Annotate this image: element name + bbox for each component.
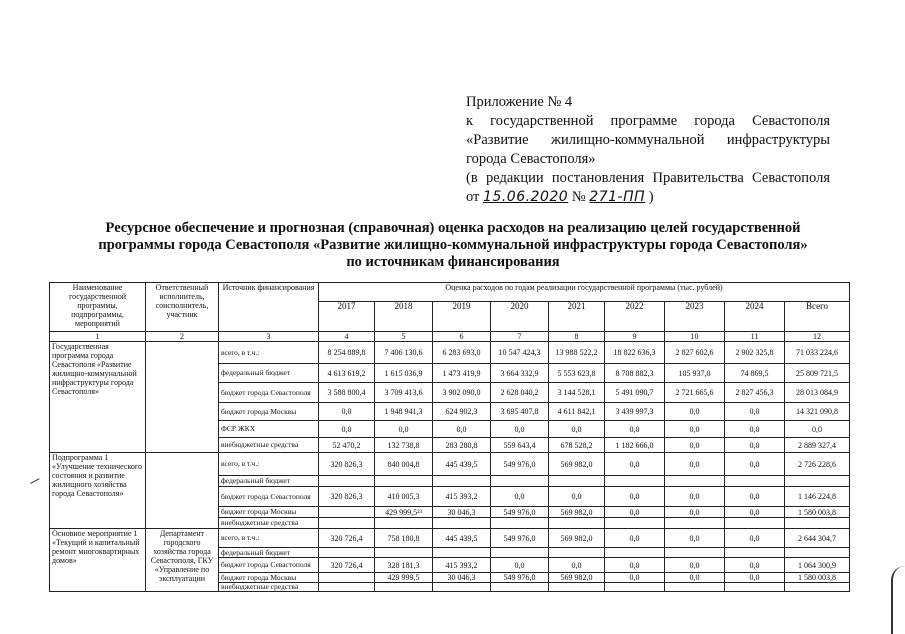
- value-cell: 0,0: [725, 438, 785, 453]
- value-cell: 3 588 800,4: [319, 383, 375, 403]
- value-cell: 1 182 666,0: [605, 438, 665, 453]
- value-cell: [605, 548, 665, 558]
- value-cell: 10 547 424,3: [491, 342, 549, 364]
- value-cell: [725, 518, 785, 529]
- financing-table: [49, 282, 850, 592]
- header-year: 2018: [375, 302, 433, 332]
- value-cell: 0,0: [725, 487, 785, 507]
- value-cell: 0,0: [665, 421, 725, 438]
- value-cell: 5 553 623,8: [549, 364, 605, 383]
- value-cell: 0,0: [605, 573, 665, 583]
- value-cell: [491, 518, 549, 529]
- value-cell: 0,0: [725, 558, 785, 573]
- value-cell: 0,0: [665, 403, 725, 421]
- value-cell: 283 280,8: [433, 438, 491, 453]
- column-index: 1: [50, 332, 146, 342]
- value-cell: [319, 548, 375, 558]
- value-cell: 3 439 997,3: [605, 403, 665, 421]
- appendix-line: к государственной программе города Севастополя: [466, 113, 830, 129]
- value-cell: 678 528,2: [549, 438, 605, 453]
- value-cell: 2 827 602,6: [665, 342, 725, 364]
- value-cell: 1 064 300,9: [785, 558, 850, 573]
- header-year: Всего: [785, 302, 850, 332]
- responsible-cell: Департамент городского хозяйства города Севастополя, ГКУ «Управление по эксплуатации: [146, 529, 219, 592]
- source-cell: внебюджетные средства: [219, 438, 319, 453]
- column-index: 12: [785, 332, 850, 342]
- column-index: 9: [605, 332, 665, 342]
- value-cell: 429 999,5²³: [375, 507, 433, 518]
- source-cell: федеральный бюджет: [219, 364, 319, 383]
- value-cell: 7 406 130,6: [375, 342, 433, 364]
- value-cell: 0,0: [725, 507, 785, 518]
- source-cell: федеральный бюджет: [219, 548, 319, 558]
- table-row: [50, 453, 850, 476]
- header-year: 2017: [319, 302, 375, 332]
- value-cell: [491, 476, 549, 487]
- title-line: программы города Севастополя «Развитие жилищно-коммунальной инфраструктуры города Севастополя»: [98, 237, 808, 253]
- value-cell: [665, 548, 725, 558]
- value-cell: 549 976,0: [491, 573, 549, 583]
- value-cell: [491, 548, 549, 558]
- responsible-cell: [146, 453, 219, 529]
- closing-paren: ): [648, 189, 654, 205]
- value-cell: [319, 476, 375, 487]
- value-cell: 0,0: [549, 421, 605, 438]
- value-cell: 0,0: [549, 558, 605, 573]
- value-cell: 0,0: [725, 421, 785, 438]
- program-name-cell: Подпрограмма 1 «Улучшение технического состояния и развитие жилищного хозяйства города Севастополя»: [50, 453, 146, 529]
- header-source: Источник финансирования: [219, 283, 319, 332]
- source-cell: внебюджетные средства: [219, 583, 319, 592]
- value-cell: 1 580 003,8: [785, 507, 850, 518]
- value-cell: 30 046,3: [433, 573, 491, 583]
- value-cell: 6 283 693,0: [433, 342, 491, 364]
- column-index: 5: [375, 332, 433, 342]
- value-cell: 0,0: [605, 507, 665, 518]
- value-cell: [549, 548, 605, 558]
- value-cell: 3 664 332,9: [491, 364, 549, 383]
- value-cell: 3 902 090,0: [433, 383, 491, 403]
- value-cell: 1 615 036,9: [375, 364, 433, 383]
- value-cell: [605, 583, 665, 592]
- value-cell: 0,0: [725, 573, 785, 583]
- value-cell: [665, 476, 725, 487]
- appendix-line: города Севастополя»: [466, 151, 596, 167]
- value-cell: 0,0: [319, 403, 375, 421]
- column-index: 10: [665, 332, 725, 342]
- source-cell: бюджет города Севастополя: [219, 558, 319, 573]
- value-cell: [665, 518, 725, 529]
- value-cell: 2 644 304,7: [785, 529, 850, 548]
- value-cell: 14 321 090,8: [785, 403, 850, 421]
- source-cell: всего, в т.ч.:: [219, 453, 319, 476]
- value-cell: 1 473 419,9: [433, 364, 491, 383]
- value-cell: 569 982,0: [549, 529, 605, 548]
- value-cell: 0,0: [605, 453, 665, 476]
- value-cell: 5 491 090,7: [605, 383, 665, 403]
- value-cell: 549 976,0: [491, 529, 549, 548]
- source-cell: бюджет города Севастополя: [219, 487, 319, 507]
- value-cell: [605, 518, 665, 529]
- document-title: [40, 220, 866, 271]
- title-line: по источникам финансирования: [346, 254, 560, 270]
- value-cell: 2 902 325,8: [725, 342, 785, 364]
- appendix-block: [466, 93, 830, 207]
- title-line: Ресурсное обеспечение и прогнозная (справочная) оценка расходов на реализацию целей государственной: [105, 220, 801, 236]
- value-cell: 3 144 528,1: [549, 383, 605, 403]
- value-cell: 1 580 003,8: [785, 573, 850, 583]
- value-cell: 0,0: [319, 421, 375, 438]
- value-cell: 0,0: [605, 487, 665, 507]
- column-index: 2: [146, 332, 219, 342]
- header-year: 2024: [725, 302, 785, 332]
- value-cell: 0,0: [725, 403, 785, 421]
- value-cell: 320 826,3: [319, 453, 375, 476]
- source-cell: федеральный бюджет: [219, 476, 319, 487]
- value-cell: [319, 573, 375, 583]
- value-cell: [319, 583, 375, 592]
- value-cell: 549 976,0: [491, 453, 549, 476]
- value-cell: [785, 518, 850, 529]
- value-cell: [605, 476, 665, 487]
- value-cell: 0,0: [549, 487, 605, 507]
- value-cell: 0,0: [665, 453, 725, 476]
- value-cell: [319, 507, 375, 518]
- value-cell: [375, 476, 433, 487]
- value-cell: 71 033 224,6: [785, 342, 850, 364]
- header-responsible: Ответственный исполнитель, соисполнитель, участник: [146, 283, 219, 332]
- appendix-line: (в редакции постановления Правительства Севастополя: [466, 170, 830, 186]
- value-cell: 840 004,8: [375, 453, 433, 476]
- value-cell: 2 827 456,3: [725, 383, 785, 403]
- value-cell: 415 393,2: [433, 558, 491, 573]
- value-cell: 1 146 224,8: [785, 487, 850, 507]
- value-cell: 0,0: [491, 487, 549, 507]
- value-cell: [725, 476, 785, 487]
- value-cell: [433, 548, 491, 558]
- value-cell: 2 726 228,6: [785, 453, 850, 476]
- value-cell: 18 822 636,3: [605, 342, 665, 364]
- resolution-number: 271-ПП: [589, 189, 646, 205]
- number-label: №: [571, 189, 586, 205]
- value-cell: 30 046,3: [433, 507, 491, 518]
- value-cell: [725, 583, 785, 592]
- program-name-cell: Основное мероприятие 1 «Текущий и капитальный ремонт многоквартирных домов»: [50, 529, 146, 592]
- value-cell: 2 889 327,4: [785, 438, 850, 453]
- header-year: 2023: [665, 302, 725, 332]
- value-cell: 2 628 040,2: [491, 383, 549, 403]
- resolution-date: 15.06.2020: [483, 189, 569, 205]
- value-cell: 13 988 522,2: [549, 342, 605, 364]
- source-cell: ФСР ЖКХ: [219, 421, 319, 438]
- value-cell: 74 869,5: [725, 364, 785, 383]
- value-cell: 0,0: [491, 558, 549, 573]
- value-cell: [549, 518, 605, 529]
- from-label: от: [466, 189, 480, 205]
- value-cell: [725, 548, 785, 558]
- value-cell: [665, 583, 725, 592]
- header-year: 2019: [433, 302, 491, 332]
- value-cell: 4 613 619,2: [319, 364, 375, 383]
- value-cell: 0,0: [665, 558, 725, 573]
- column-index: 4: [319, 332, 375, 342]
- appendix-line: «Развитие жилищно-коммунальной инфраструктуры: [466, 132, 830, 148]
- value-cell: 132 738,8: [375, 438, 433, 453]
- value-cell: 320 726,4: [319, 558, 375, 573]
- value-cell: 2 721 665,6: [665, 383, 725, 403]
- value-cell: 0,0: [665, 487, 725, 507]
- source-cell: внебюджетные средства: [219, 518, 319, 529]
- value-cell: 320 726,4: [319, 529, 375, 548]
- value-cell: 328 181,3: [375, 558, 433, 573]
- source-cell: бюджет города Москвы: [219, 403, 319, 421]
- value-cell: [549, 476, 605, 487]
- value-cell: 105 937,0: [665, 364, 725, 383]
- value-cell: 3 695 407,8: [491, 403, 549, 421]
- responsible-cell: [146, 342, 219, 453]
- value-cell: [433, 518, 491, 529]
- value-cell: 0,0: [605, 558, 665, 573]
- value-cell: 0,0: [605, 421, 665, 438]
- column-index: 7: [491, 332, 549, 342]
- column-index: 11: [725, 332, 785, 342]
- value-cell: 8 708 882,3: [605, 364, 665, 383]
- value-cell: [375, 548, 433, 558]
- value-cell: 410 005,3: [375, 487, 433, 507]
- value-cell: 3 709 413,6: [375, 383, 433, 403]
- value-cell: 569 982,0: [549, 573, 605, 583]
- appendix-number: Приложение № 4: [466, 94, 573, 110]
- value-cell: [375, 583, 433, 592]
- value-cell: 415 393,2: [433, 487, 491, 507]
- value-cell: [785, 476, 850, 487]
- value-cell: 52 470,2: [319, 438, 375, 453]
- value-cell: 25 809 721,5: [785, 364, 850, 383]
- table-row: [50, 342, 850, 364]
- column-index: 8: [549, 332, 605, 342]
- value-cell: [785, 583, 850, 592]
- header-year: 2021: [549, 302, 605, 332]
- source-cell: бюджет города Москвы: [219, 573, 319, 583]
- value-cell: 559 643,4: [491, 438, 549, 453]
- value-cell: [433, 476, 491, 487]
- value-cell: 624 902,3: [433, 403, 491, 421]
- source-cell: всего, в т.ч.:: [219, 342, 319, 364]
- value-cell: 0,0: [433, 421, 491, 438]
- value-cell: [433, 583, 491, 592]
- appendix-resolution: [466, 188, 830, 207]
- value-cell: 445 439,5: [433, 453, 491, 476]
- value-cell: 0,0: [665, 438, 725, 453]
- value-cell: 28 013 084,9: [785, 383, 850, 403]
- value-cell: 569 982,0: [549, 453, 605, 476]
- header-year: 2020: [491, 302, 549, 332]
- value-cell: 549 976,0: [491, 507, 549, 518]
- value-cell: 0,0: [375, 421, 433, 438]
- source-cell: бюджет города Москвы: [219, 507, 319, 518]
- value-cell: 445 439,5: [433, 529, 491, 548]
- header-estimate: Оценка расходов по годам реализации государственной программы (тыс. рублей): [319, 283, 850, 302]
- value-cell: 0,0: [725, 529, 785, 548]
- value-cell: 4 611 842,1: [549, 403, 605, 421]
- header-name: Наименование государственной программы, подпрограммы, мероприятий: [50, 283, 146, 332]
- value-cell: 429 999,5: [375, 573, 433, 583]
- header-year: 2022: [605, 302, 665, 332]
- column-index: 6: [433, 332, 491, 342]
- value-cell: 758 180,8: [375, 529, 433, 548]
- column-index: 3: [219, 332, 319, 342]
- value-cell: 8 254 889,8: [319, 342, 375, 364]
- source-cell: всего, в т.ч.:: [219, 529, 319, 548]
- value-cell: [491, 583, 549, 592]
- value-cell: 0,0: [605, 529, 665, 548]
- value-cell: [375, 518, 433, 529]
- source-cell: бюджет города Севастополя: [219, 383, 319, 403]
- pen-mark: [26, 471, 39, 484]
- value-cell: 0,0: [665, 507, 725, 518]
- value-cell: 0,0: [665, 529, 725, 548]
- value-cell: 0,0: [785, 421, 850, 438]
- table-row: [50, 529, 850, 548]
- value-cell: 0,0: [725, 453, 785, 476]
- value-cell: 569 982,0: [549, 507, 605, 518]
- value-cell: 0,0: [665, 573, 725, 583]
- program-name-cell: Государственная программа города Севастополя «Развитие жилищно-коммунальной инфраструктуры города Севастополя»: [50, 342, 146, 453]
- value-cell: 320 826,3: [319, 487, 375, 507]
- value-cell: 1 948 941,3: [375, 403, 433, 421]
- page-edge: [891, 566, 905, 634]
- value-cell: 0,0: [491, 421, 549, 438]
- value-cell: [319, 518, 375, 529]
- value-cell: [785, 548, 850, 558]
- value-cell: [549, 583, 605, 592]
